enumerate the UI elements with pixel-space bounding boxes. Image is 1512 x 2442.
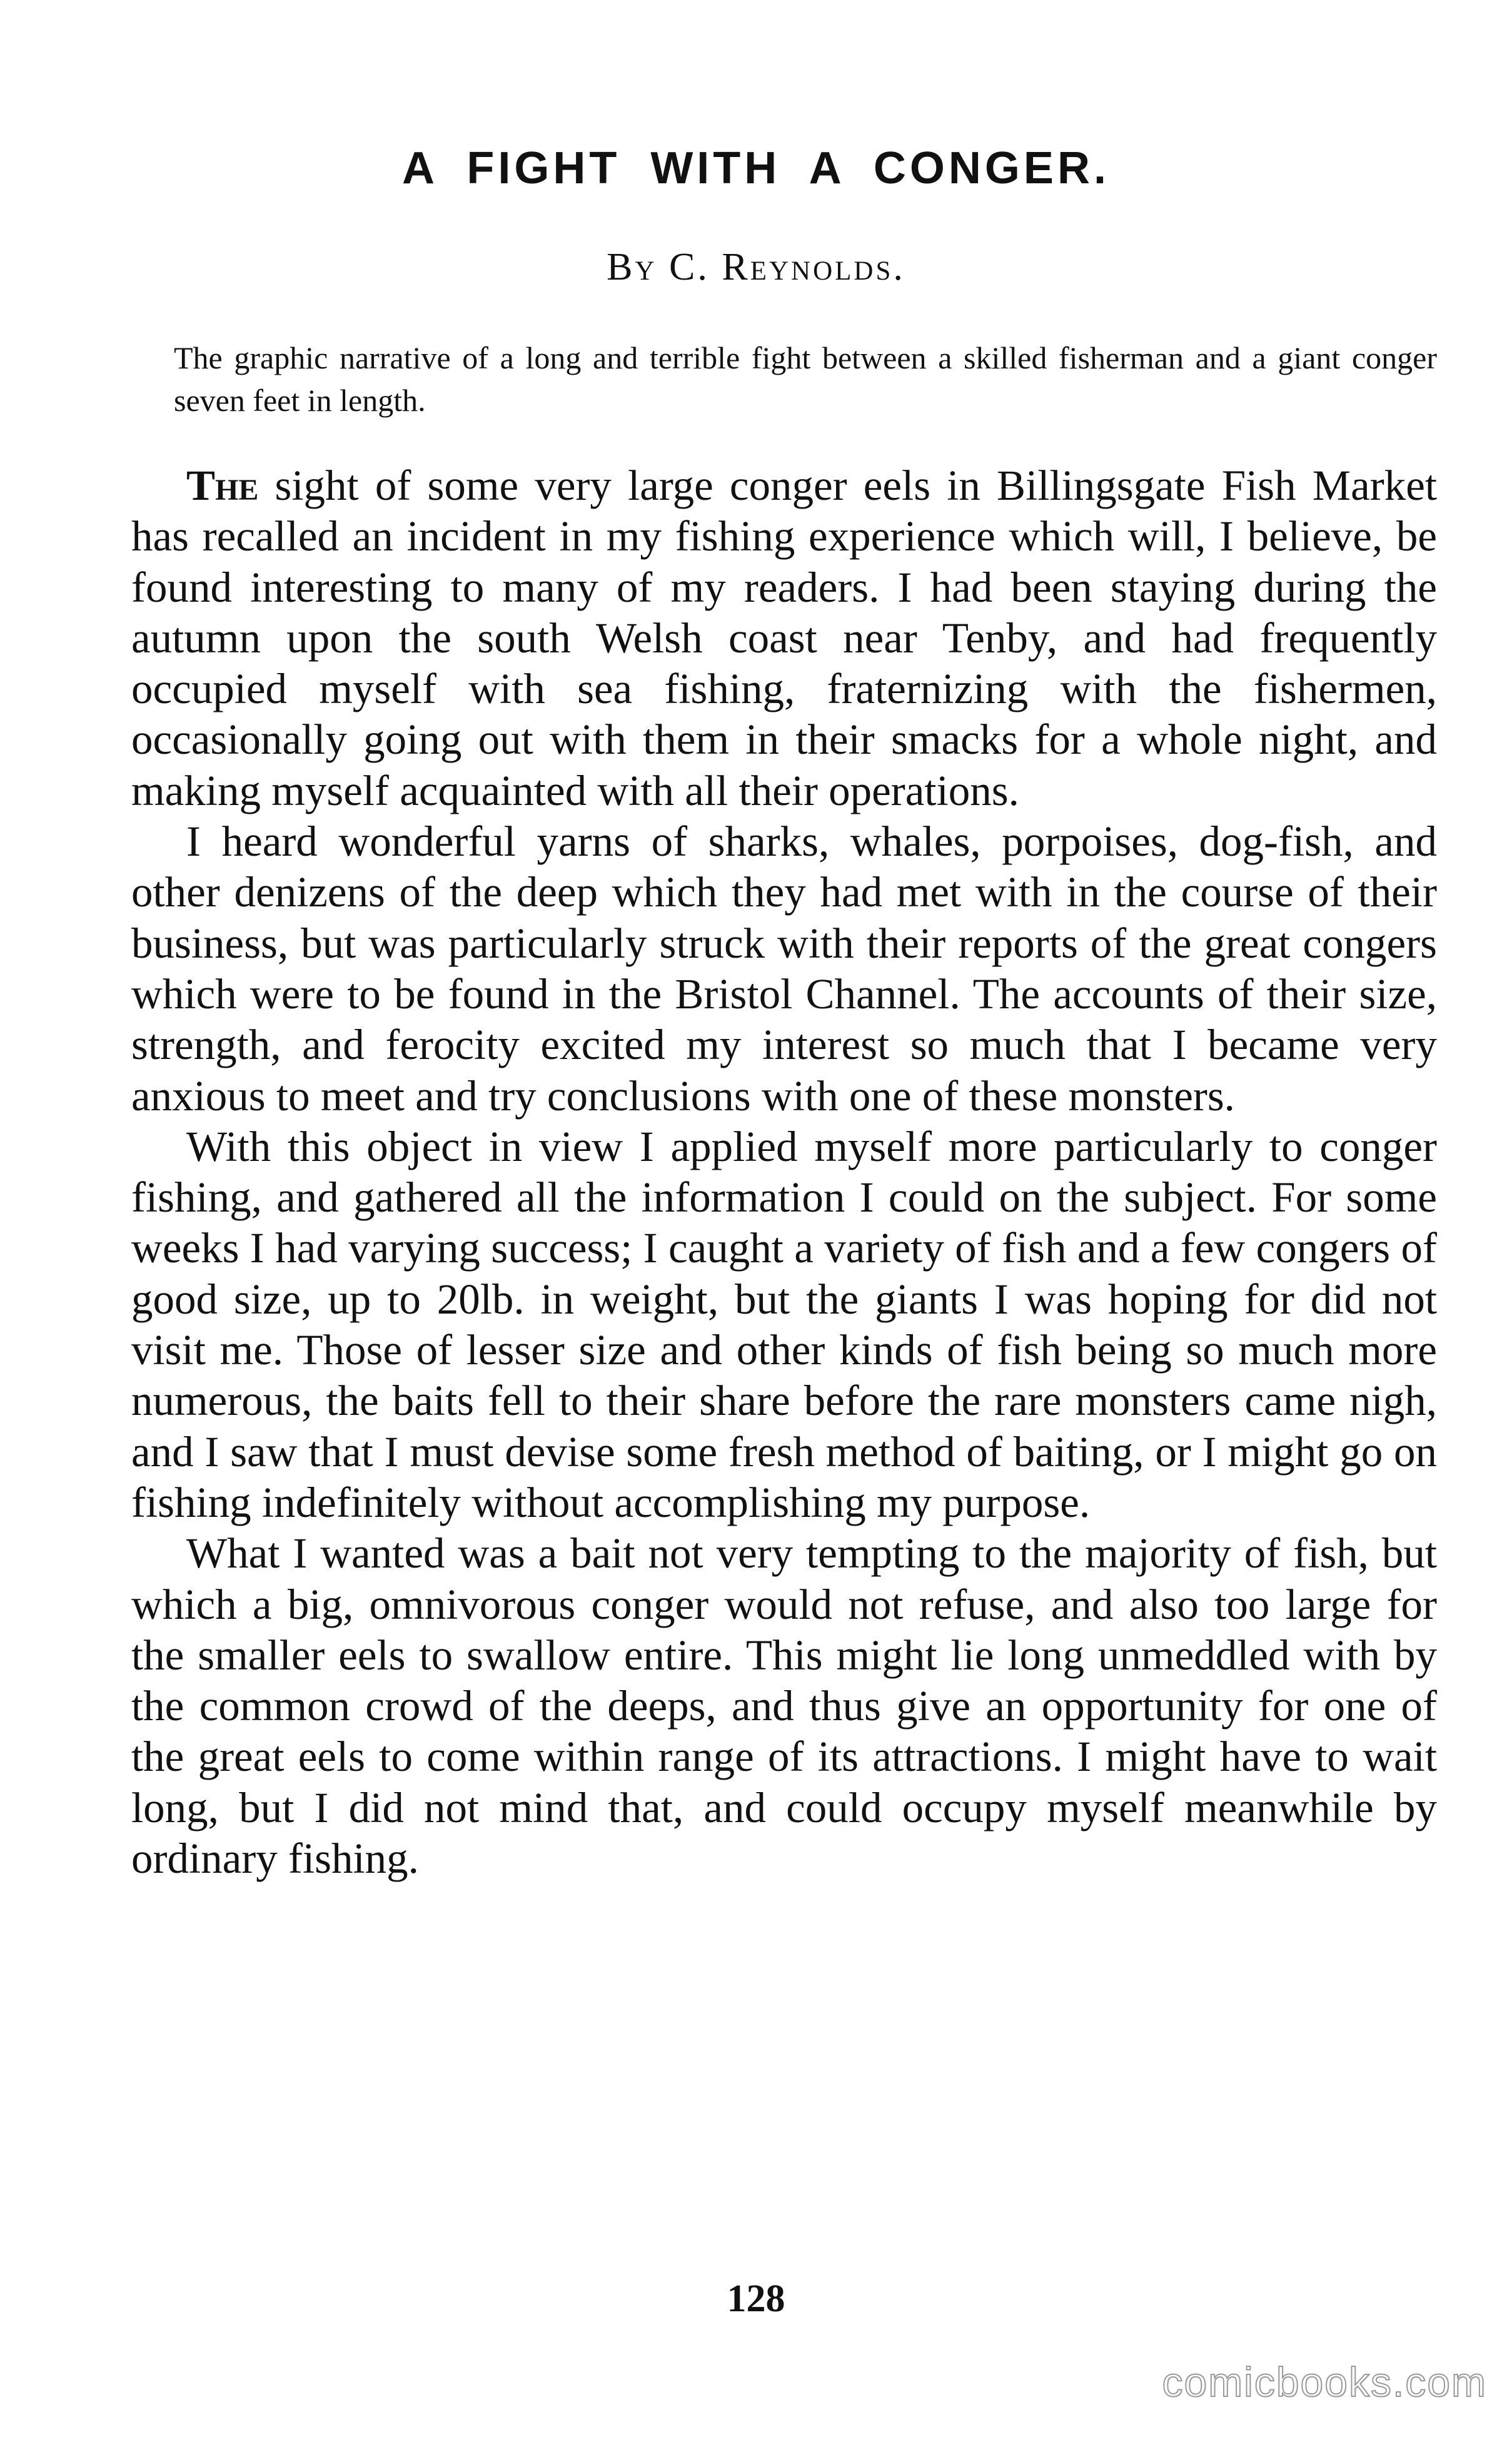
article-body [131,460,1437,1884]
paragraph-text: sight of some very large conger eels in Billingsgate Fish Market has recalled an incident in my fishing experience which will, I believe, be found interesting to many of my readers. I had been staying during the autumn upon the south Welsh coast near Tenby, and had frequently occupied myself with sea fishing, fraternizing with the fishermen, occasionally going out with them in their smacks for a whole night, and making myself acquainted with all their operations. [131,462,1437,814]
body-paragraph: I heard wonderful yarns of sharks, whales, porpoises, dog-fish, and other denizens of the deep which they had met with in the course of their business, but was particularly struck with their reports of the great congers which were to be found in the Bristol Channel. The accounts of their size, strength, and ferocity excited my interest so much that I became very anxious to meet and try conclusions with one of these monsters. [131,818,1437,1120]
opening-word: The [186,462,259,509]
body-paragraph: With this object in view I applied myself more particularly to conger fishing, and gathered all the information I could on the subject. For some weeks I had varying success; I caught a variety of fish and a few congers of good size, up to 20lb. in weight, but the giants I was hoping for did not visit me. Those of lesser size and other kinds of fish being so much more numerous, the baits fell to their share before the rare monsters came nigh, and I saw that I must devise some fresh method of baiting, or I might go on fishing indefinitely without accomplishing my purpose. [131,1122,1437,1526]
body-paragraph: What I wanted was a bait not very tempting to the majority of fish, but which a big, omnivorous conger would not refuse, and also too large for the smaller eels to swallow entire. This might lie long unmeddled with by the common crowd of the deeps, and thus give an opportunity for one of the great eels to come within range of its attractions. I might have to wait long, but I did not mind that, and could occupy myself meanwhile by ordinary fishing. [131,1529,1437,1883]
page-number: 128 [727,2277,785,2320]
article-title: A FIGHT WITH A CONGER. [402,143,1110,193]
body-paragraph [131,460,1437,816]
watermark-logo: comicbooks.com [1162,2359,1487,2405]
article-byline: By C. Reynolds. [607,246,905,288]
article-summary: The graphic narrative of a long and terrible fight between a skilled fisherman and a giant conger seven feet in length. [174,340,1437,418]
